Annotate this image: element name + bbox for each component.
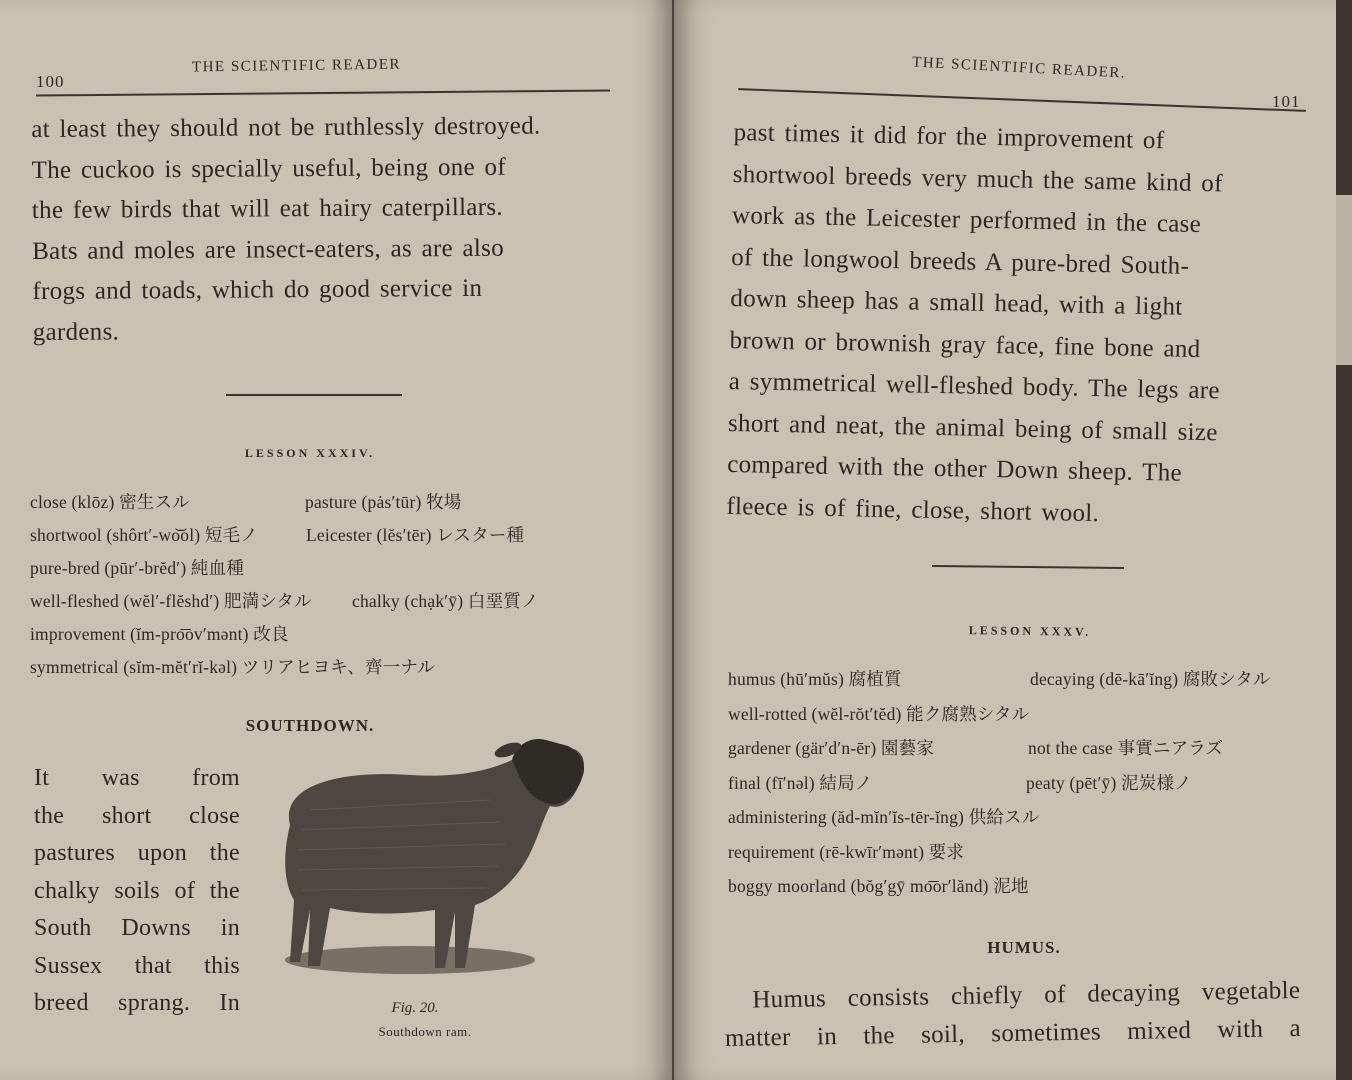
header-rule [738, 88, 1306, 112]
vocab-term: final (fī′nəl) 結局ノ [728, 772, 873, 793]
vocab-row [30, 552, 630, 585]
text-line: brown or brownish gray face, fine bone and [729, 326, 1201, 363]
text-line: compared with the other Down sheep. The [726, 450, 1183, 487]
text-line: chalky soils of the [34, 877, 240, 904]
vocab-term: well-fleshed (wĕl′-flĕshd′) 肥満シタル [30, 591, 312, 611]
vocab-term: decaying (dē-kā′ĭng) 腐敗シタル [1030, 669, 1271, 689]
text-line: frogs and toads, which do good service in [32, 274, 483, 306]
text-line: shortwool breeds very much the same kind of [732, 160, 1224, 197]
page-number: 100 [36, 72, 65, 91]
text-line: a symmetrical well-fleshed body. The legs are [728, 367, 1221, 405]
running-head: THE SCIENTIFIC READER. [911, 54, 1127, 82]
vocab-row [728, 869, 1328, 904]
vocab-term: humus (hū′mŭs) 腐植質 [728, 669, 902, 689]
section-divider [226, 394, 402, 396]
page-number: 101 [1272, 92, 1301, 111]
text-line: pastures upon the [34, 840, 240, 866]
vocab-term: gardener (gär′d′n-ēr) 園藝家 [728, 738, 935, 758]
vocabulary-list [30, 486, 630, 684]
section-title: SOUTHDOWN. [245, 716, 375, 735]
text-line: the short close [34, 802, 240, 829]
text-line: breed sprang. In [34, 990, 240, 1016]
book-edge [1336, 0, 1352, 1080]
vocab-term: pure-bred (pūr′-brĕd′) 純血種 [30, 558, 245, 578]
section-text [724, 972, 1301, 1058]
text-line: Bats and moles are insect-eaters, as are also [32, 234, 505, 265]
vocabulary-list [728, 662, 1328, 904]
body-text [31, 106, 609, 353]
vocab-term: administering (ăd-mĭn′ĭs-tēr-ĭng) 供給スル [728, 807, 1040, 827]
vocab-row [728, 662, 1328, 697]
vocab-row [728, 835, 1328, 870]
text-line: It was from [34, 765, 240, 791]
text-line: gardens. [32, 317, 120, 346]
text-line: down sheep has a small head, with a light [730, 284, 1183, 321]
lesson-title: LESSON XXXIV. [244, 446, 376, 460]
text-line: fleece is of fine, close, short wool. [726, 492, 1100, 527]
text-line: South Downs in [34, 915, 240, 941]
vocab-term: Leicester (lĕs′tēr) レスター種 [306, 525, 525, 545]
vocab-term: close (klōz) 密生スル [30, 492, 190, 512]
vocab-row [728, 800, 1328, 835]
vocab-term: peaty (pēt′ȳ) 泥炭様ノ [1026, 772, 1192, 793]
body-text [726, 112, 1306, 538]
section-title: HUMUS. [987, 938, 1061, 957]
vocab-row [30, 519, 630, 552]
vocab-term: well-rotted (wĕl-rŏt′tĕd) 能ク腐熟シタル [728, 703, 1030, 724]
text-line: work as the Leicester performed in the case [731, 201, 1202, 238]
running-head: THE SCIENTIFIC READER [191, 56, 402, 76]
text-line: of the longwool breeds A pure-bred South- [730, 243, 1190, 280]
figure-subcaption: Southdown ram. [378, 1024, 472, 1039]
vocab-term: improvement (ĭm-pro͞ov′mənt) 改良 [30, 624, 289, 644]
text-line: the few birds that will eat hairy caterpillars. [31, 193, 504, 225]
vocab-term: shortwool (shôrt′-wo͝ol) 短毛ノ [30, 525, 258, 545]
lesson-title: LESSON XXXV. [968, 623, 1092, 639]
vocab-row [30, 618, 630, 651]
vocab-term: boggy moorland (bŏg′gȳ mo͞or′lănd) 泥地 [728, 876, 1029, 896]
vocab-row [30, 486, 630, 519]
vocab-term: not the case 事實ニアラズ [1028, 738, 1224, 758]
page-edge-slip [1336, 195, 1352, 365]
vocab-term: requirement (rē-kwīr′mənt) 要求 [728, 841, 965, 862]
vocab-term: pasture (pȧs′tūr) 牧場 [305, 492, 462, 512]
text-line: The cuckoo is specially useful, being one of [31, 153, 507, 184]
header-rule [36, 89, 610, 96]
right-page [674, 0, 1336, 1080]
left-page [0, 0, 672, 1080]
section-text [34, 760, 240, 1023]
text-line: past times it did for the improvement of [733, 118, 1165, 155]
text-line: Sussex that this [34, 952, 240, 979]
vocab-term: chalky (chạk′ȳ) 白堊質ノ [352, 591, 539, 611]
section-divider [932, 565, 1124, 569]
text-line: matter in the soil, sometimes mixed with a [724, 1014, 1302, 1052]
vocab-row [728, 766, 1328, 801]
vocab-term: symmetrical (sĭm-mĕt′rĭ-kəl) ツリアヒヨキ、齊一ナル [30, 657, 435, 677]
text-line: at least they should not be ruthlessly destroyed. [31, 112, 541, 144]
vocab-row [30, 585, 630, 618]
text-line: Humus consists chiefly of decaying vegetable [752, 976, 1301, 1014]
vocab-row [728, 697, 1328, 732]
sheep-illustration [250, 730, 595, 990]
vocab-row [30, 651, 630, 684]
figure-caption: Fig. 20. [391, 1000, 439, 1016]
vocab-row [728, 731, 1328, 766]
text-line: short and neat, the animal being of small size [727, 409, 1218, 446]
